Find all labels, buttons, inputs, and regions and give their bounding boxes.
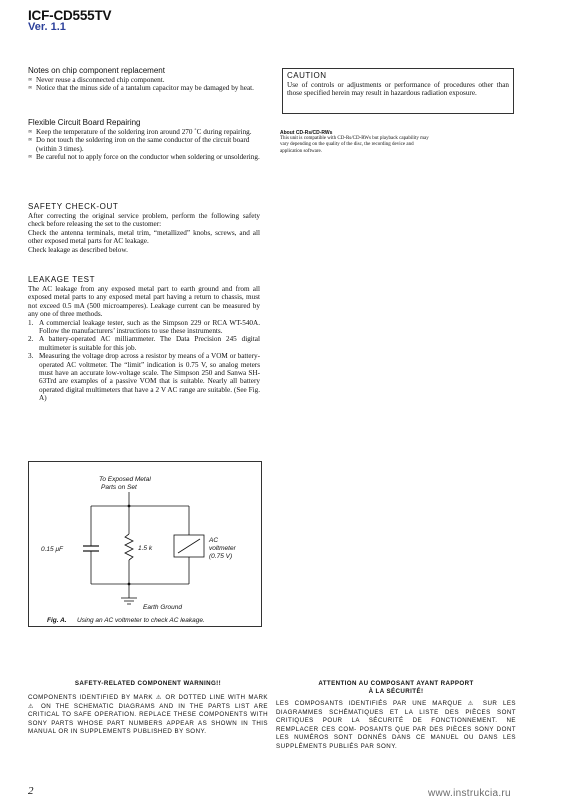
- safety-checkout-heading: SAFETY CHECK-OUT: [28, 202, 119, 211]
- figure-a-box: [28, 461, 262, 627]
- figure-top-label: To Exposed Metal: [99, 476, 151, 483]
- chip-bullet-icon: ∞: [28, 154, 33, 161]
- leakage-circuit-diagram: [29, 462, 263, 628]
- junction-dot: [128, 583, 131, 586]
- safety-text: After correcting the original service problem, perform the following safety check before releasing the set to the customer:: [28, 212, 260, 229]
- safety-checkout-section: [28, 202, 260, 254]
- caution-text: Use of controls or adjustments or performance of procedures other than those specified herein may result in hazardous radiation exposure.: [287, 81, 509, 98]
- safety-text: Check the antenna terminals, metal trim, “metallized” knobs, screws, and all other exposed metal parts for AC leakage.: [28, 228, 260, 246]
- leakage-intro: The AC leakage from any exposed metal part to earth ground and from all exposed metal parts to any exposed metal part having a return to chassis, must not exceed 0.5 mA (500 microamperes). Leakage current can be measured by any one of three methods.: [28, 285, 260, 319]
- leakage-test-section: [28, 275, 260, 403]
- watermark: www.instrukcia.ru: [428, 788, 511, 799]
- chip-bullet-icon: ∞: [28, 137, 33, 144]
- figure-top-label: Parts on Set: [101, 484, 137, 491]
- warning-body: COMPONENTS IDENTIFIED BY MARK ⚠ OR DOTTED LINE WITH MARK ⚠ ON THE SCHEMATIC DIAGRAMS AND IN THE PARTS LIST ARE CRITICAL TO SAFE OPERATION. REPLACE THESE COMPONENTS WITH SONY PARTS WHOSE PART NUMBERS APPEAR AS SHOWN IN THIS MANUAL OR IN SUPPLEMENTS PUBLISHED BY SONY.: [28, 694, 268, 736]
- chip-note-item: ∞ Notice that the minus side of a tantalum capacitor may be damaged by heat.: [28, 84, 254, 93]
- resistor-label: 1.5 k: [138, 545, 153, 552]
- cdrw-heading: About CD-Rs/CD-RWs: [280, 130, 333, 136]
- flex-board-section: [28, 118, 260, 162]
- leakage-test-heading: LEAKAGE TEST: [28, 275, 96, 284]
- leakage-method-item: 1. A commercial leakage tester, such as the Simpson 229 or RCA WT-540A. Follow the manufacturers’ instructions to use these instruments.: [28, 318, 260, 336]
- ground-label: Earth Ground: [143, 604, 183, 611]
- caution-heading: CAUTION: [287, 71, 327, 80]
- caution-box: [282, 68, 514, 114]
- warning-title: À LA SÉCURITÉ!: [368, 688, 424, 695]
- chip-bullet-icon: ∞: [28, 85, 33, 92]
- cdrw-text: This unit is compatible with CD-Rs/CD-RWs but playback capability may vary depending on the quality of the disc, the recording device and application software.: [280, 136, 429, 154]
- junction-dot: [128, 505, 131, 508]
- document-title: ICF-CD555TV: [28, 8, 112, 23]
- voltmeter-needle: [178, 539, 200, 553]
- chip-note-item: ∞ Never reuse a disconnected chip component.: [28, 76, 165, 84]
- flex-note-item: ∞ Do not touch the soldering iron on the same conductor of the circuit board (within 3 times).: [28, 136, 250, 153]
- flex-note-item: ∞ Be careful not to apply force on the conductor when soldering or unsoldering.: [28, 153, 260, 162]
- resistor-symbol: [125, 534, 133, 560]
- figure-caption-label: Fig. A.: [47, 617, 67, 624]
- warning-title: ATTENTION AU COMPOSANT AYANT RAPPORT: [318, 680, 474, 687]
- chip-notes-section: [28, 66, 260, 93]
- flex-note-item: ∞ Keep the temperature of the soldering iron around 270 ˚C during repairing.: [28, 128, 252, 136]
- warning-title: SAFETY-RELATED COMPONENT WARNING!!: [74, 680, 222, 687]
- chip-bullet-icon: ∞: [28, 129, 33, 135]
- leakage-method-item: 2. A battery-operated AC milliammeter. The Data Precision 245 digital multimeter is suitable for this job.: [28, 335, 260, 352]
- meter-label: AC: [209, 537, 219, 544]
- document-version: Ver. 1.1: [28, 21, 66, 33]
- chip-notes-heading: Notes on chip component replacement: [28, 66, 165, 75]
- cdrw-note: [280, 130, 430, 155]
- figure-caption: Using an AC voltmeter to check AC leakage.: [77, 617, 205, 624]
- meter-label: (0.75 V): [209, 553, 233, 560]
- safety-warning-english: [28, 680, 268, 737]
- leakage-method-item: 3. Measuring the voltage drop across a resistor by means of a VOM or battery-operated AC voltmeter. The “limit” indication is 0.75 V, so analog meters must have an accurate low-voltage scale. The Simpson 250 and Sanwa SH-63Trd are examples of a passive VOM that is suitable. Nearly all battery operated digital multimeters that have a 2 V AC range are suitable. (See Fig. A): [28, 352, 260, 403]
- warning-body: LES COMPOSANTS IDENTIFIÉS PAR UNE MARQUE ⚠ SUR LES DIAGRAMMES SCHÉMATIQUES ET LA LISTE DES PIÈCES SONT CRITIQUES POUR LA SÉCURITÉ DE FONCTIONNEMENT. NE REMPLACER CES COM- POSANTS QUE PAR DES PIÈCES SONY DONT LES NUMÉROS SONT DONNÉS DANS CE MANUEL OU DANS LES SUPPLÉMENTS PUBLIÉS PAR SONY.: [276, 700, 516, 750]
- page-number: 2: [28, 785, 34, 797]
- flex-board-heading: Flexible Circuit Board Repairing: [28, 118, 141, 127]
- capacitor-label: 0.15 μF: [41, 546, 63, 553]
- safety-warning-french: [276, 680, 516, 752]
- chip-bullet-icon: ∞: [28, 77, 33, 83]
- meter-label: voltmeter: [209, 545, 236, 552]
- safety-text: Check leakage as described below.: [28, 245, 128, 254]
